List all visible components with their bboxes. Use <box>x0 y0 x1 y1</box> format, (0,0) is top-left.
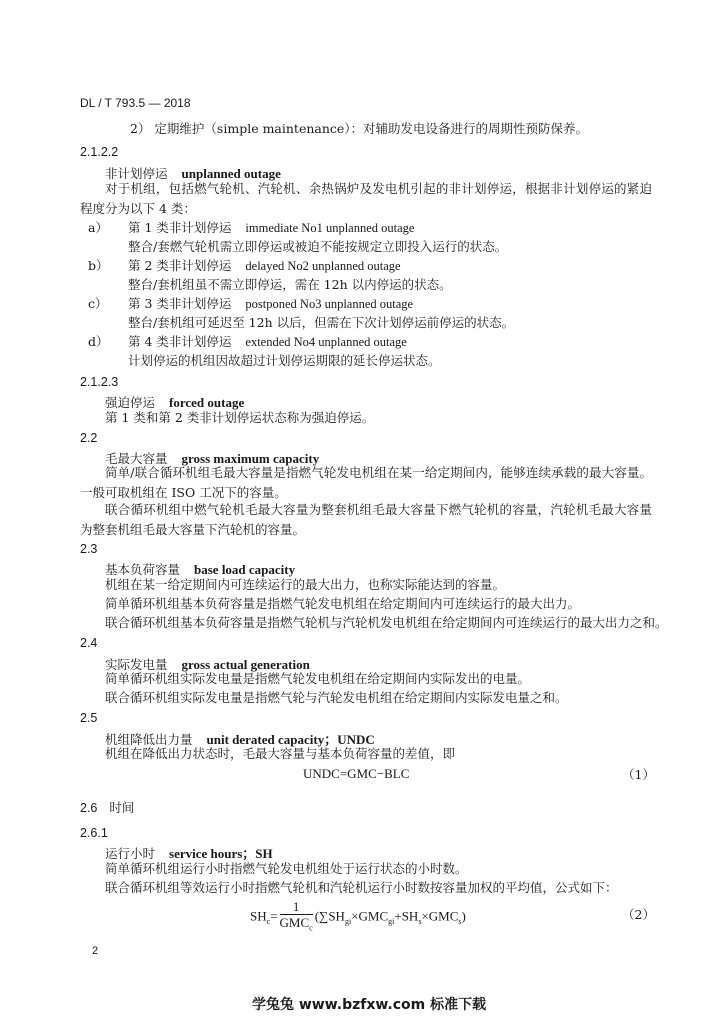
term-en: service hours；SH <box>169 846 273 861</box>
eq-fraction <box>280 899 313 936</box>
eq-term-4: ×GMC <box>421 908 459 924</box>
section-heading <box>80 797 134 816</box>
term-cn: 运行小时 <box>105 846 156 861</box>
eq-sub-3: s <box>418 916 422 926</box>
section-number: 2.3 <box>80 542 98 556</box>
term-heading <box>105 843 273 862</box>
eq-equals: = <box>270 908 278 924</box>
equation-2 <box>250 899 466 936</box>
term-en: base load capacity <box>194 562 296 577</box>
list-item-cn: 第 3 类非计划停运 <box>128 296 232 311</box>
term-cn: 非计划停运 <box>105 166 168 181</box>
section-number: 2.6.1 <box>80 826 108 840</box>
term-en: unit derated capacity；UNDC <box>206 732 375 747</box>
list-item-title <box>128 220 414 236</box>
list-item-desc: 计划停运的机组因故超过计划停运期限的延长停运状态。 <box>128 353 441 368</box>
paragraph: 简单循环机组基本负荷容量是指燃气轮发电机组在给定期间内可连续运行的最大出力。 <box>105 596 581 611</box>
term-en: unplanned outage <box>181 166 281 181</box>
eq-sub-4: s <box>458 916 462 926</box>
eq-denom-sub: c <box>309 923 313 933</box>
list-item-cn: 第 4 类非计划停运 <box>128 334 232 349</box>
list-item-letter: b） <box>88 258 109 273</box>
term-en: forced outage <box>169 395 245 410</box>
paragraph: 机组在降低出力状态时，毛最大容量与基本负荷容量的差值，即 <box>105 746 456 761</box>
term-heading <box>105 392 244 411</box>
paragraph: 简单循环机组运行小时指燃气轮发电机组处于运行状态的小时数。 <box>105 861 468 876</box>
paragraph: 机组在某一给定期间内可连续运行的最大出力，也称实际能达到的容量。 <box>105 577 506 592</box>
eq-term-1: (∑SH <box>314 908 345 924</box>
section-number: 2.4 <box>80 636 98 650</box>
term-heading <box>105 559 295 578</box>
equation-number: （2） <box>622 907 655 922</box>
list-item-desc: 整台/套机组虽不需立即停运，需在 12h 以内停运的状态。 <box>128 277 452 292</box>
section-number: 2.5 <box>80 711 98 725</box>
list-item-title <box>128 334 407 350</box>
section-title: 时间 <box>109 800 135 815</box>
eq-term-3: +SH <box>394 908 419 924</box>
paragraph: 联合循环机组等效运行小时指燃气轮机和汽轮机运行小时数按容量加权的平均值，公式如下： <box>105 880 618 895</box>
page-number: 2 <box>92 945 99 957</box>
list-item-title <box>128 296 413 312</box>
term-cn: 毛最大容量 <box>105 451 168 466</box>
list-item-en: immediate No1 unplanned outage <box>245 221 415 235</box>
list-item-en: extended No4 unplanned outage <box>245 335 407 349</box>
eq-denominator <box>280 915 313 936</box>
maintenance-item: 2） 定期维护（simple maintenance）：对辅助发电设备进行的周期性预防保养。 <box>130 121 589 136</box>
list-item-en: delayed No2 unplanned outage <box>245 259 401 273</box>
section-number: 2.2 <box>80 431 98 445</box>
paragraph: 联合循环机组中燃气轮机毛最大容量为整套机组毛最大容量下燃气轮机的容量，汽轮机毛最大容量为整套机组毛最大容量下汽轮机的容量。 <box>80 502 652 537</box>
eq-lhs-sub: c <box>266 916 271 926</box>
eq-denom-base: GMC <box>279 915 310 930</box>
term-en: gross maximum capacity <box>181 451 320 466</box>
term-en: gross actual generation <box>181 657 310 672</box>
paragraph: 联合循环机组实际发电量是指燃气轮与汽轮发电机组在给定期间内实际发电量之和。 <box>105 690 568 705</box>
list-item-desc: 整台/套机组可延迟至 12h 以后，但需在下次计划停运前停运的状态。 <box>128 315 515 330</box>
doc-header: DL / T 793.5 — 2018 <box>80 96 191 110</box>
paragraph: 联合循环机组基本负荷容量是指燃气轮机与汽轮机发电机组在给定期间内可连续运行的最大出力之和。 <box>105 615 668 630</box>
paragraph: 简单循环机组实际发电量是指燃气轮发电机组在给定期间内实际发出的电量。 <box>105 671 531 686</box>
list-item-cn: 第 2 类非计划停运 <box>128 258 232 273</box>
term-cn: 基本负荷容量 <box>105 562 181 577</box>
footer-watermark: 学兔兔 www.bzfxw.com 标准下载 <box>252 997 487 1013</box>
paragraph: 简单/联合循环机组毛最大容量是指燃气轮发电机组在某一给定期间内，能够连续承载的最大容量。一般可取机组在 ISO 工况下的容量。 <box>80 465 652 500</box>
eq-sub-1: gi <box>344 916 352 926</box>
paragraph: 第 1 类和第 2 类非计划停运状态称为强迫停运。 <box>105 410 375 425</box>
eq-sub-2: gi <box>388 916 395 926</box>
list-item-desc: 整合/套燃气轮机需立即停运或被迫不能按规定立即投入运行的状态。 <box>128 239 508 254</box>
list-item-letter: a） <box>88 220 108 235</box>
section-number: 2.1.2.2 <box>80 145 119 159</box>
eq-term-5: ) <box>461 908 466 924</box>
eq-lhs: SH <box>250 908 267 924</box>
eq-numerator: 1 <box>280 899 313 915</box>
term-cn: 强迫停运 <box>105 395 156 410</box>
eq-term-2: ×GMC <box>351 908 389 924</box>
equation-1: UNDC=GMC−BLC <box>303 766 410 781</box>
list-item-title <box>128 258 401 274</box>
equation-number: （1） <box>622 767 655 782</box>
term-cn: 实际发电量 <box>105 657 168 672</box>
list-item-en: postponed No3 unplanned outage <box>245 297 414 311</box>
paragraph: 对于机组，包括燃气轮机、汽轮机、余热锅炉及发电机引起的非计划停运，根据非计划停运的紧迫程度分为以下 4 类： <box>80 181 652 216</box>
term-cn: 机组降低出力量 <box>105 732 193 747</box>
list-item-letter: c） <box>88 296 108 311</box>
list-item-cn: 第 1 类非计划停运 <box>128 220 232 235</box>
section-number: 2.1.2.3 <box>80 375 119 389</box>
section-number: 2.6 <box>80 801 98 815</box>
list-item-letter: d） <box>88 334 109 349</box>
